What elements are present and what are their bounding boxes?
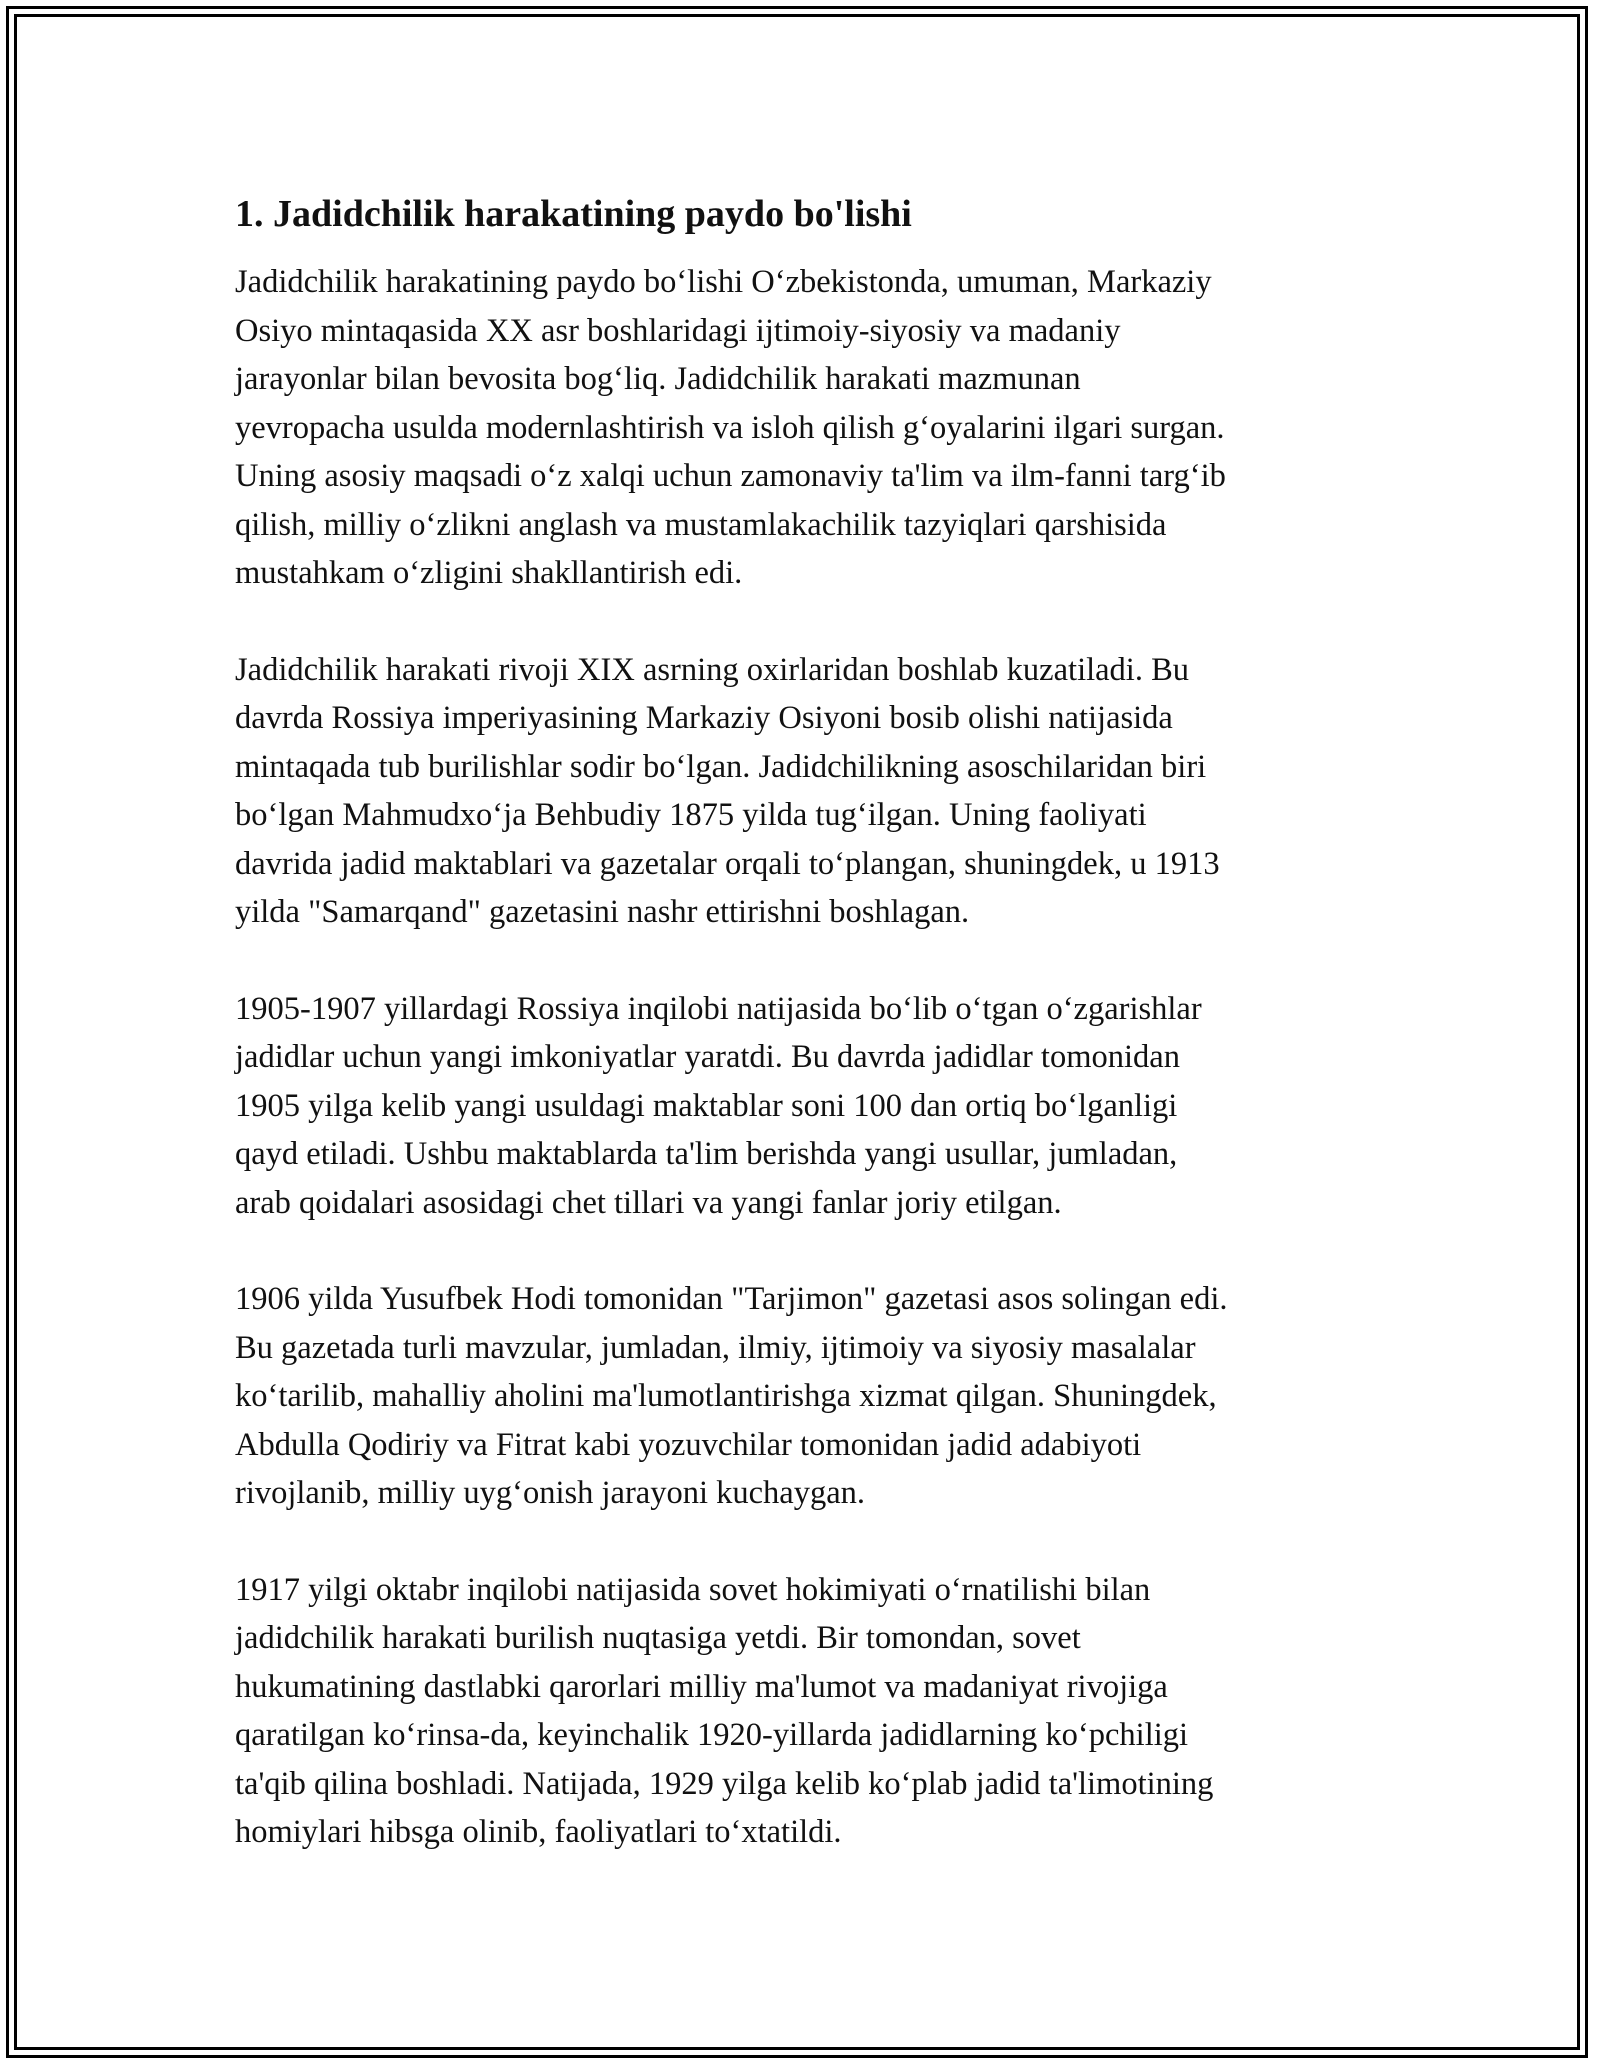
paragraph (235, 258, 1385, 598)
paragraph-line: Osiyo mintaqasida XX asr boshlaridagi ijtimoiy-siyosiy va madaniy (235, 312, 1121, 349)
paragraph-line: Abdulla Qodiriy va Fitrat kabi yozuvchilar tomonidan jadid adabiyoti (235, 1426, 1142, 1463)
document-body (235, 190, 1385, 1905)
paragraph-line: hukumatining dastlabki qarorlari milliy ma'lumot va madaniyat rivojiga (235, 1668, 1168, 1705)
paragraph-line: jadidlar uchun yangi imkoniyatlar yaratdi. Bu davrda jadidlar tomonidan (235, 1039, 1180, 1075)
paragraph-line: qayd etiladi. Ushbu maktablarda ta'lim berishda yangi usullar, jumladan, (235, 1136, 1178, 1172)
paragraph-line: homiylari hibsga olinib, faoliyatlari to‘xtatildi. (235, 1814, 842, 1850)
paragraph (235, 985, 1385, 1228)
paragraph-line: arab qoidalari asosidagi chet tillari va yangi fanlar joriy etilgan. (235, 1184, 1062, 1221)
paragraph-line: Jadidchilik harakati rivoji XIX asrning oxirlaridan boshlab kuzatiladi. Bu (235, 651, 1190, 688)
paragraph-line: mustahkam o‘zligini shakllantirish edi. (235, 555, 743, 591)
paragraph (235, 1566, 1385, 1857)
paragraph-list (235, 258, 1385, 1857)
paragraph-line: davrida jadid maktablari va gazetalar orqali to‘plangan, shuningdek, u 1913 (235, 845, 1220, 882)
paragraph (235, 646, 1385, 937)
paragraph-line: ko‘tarilib, mahalliy aholini ma'lumotlantirishga xizmat qilgan. Shuningdek, (235, 1378, 1217, 1414)
paragraph-line: yevropacha usulda modernlashtirish va isloh qilish g‘oyalarini ilgari surgan. (235, 409, 1225, 446)
paragraph-line: yilda "Samarqand" gazetasini nashr ettirishni boshlagan. (235, 894, 970, 930)
paragraph-line: jadidchilik harakati burilish nuqtasiga yetdi. Bir tomondan, sovet (235, 1620, 1081, 1656)
paragraph-line: jarayonlar bilan bevosita bog‘liq. Jadidchilik harakati mazmunan (235, 361, 1081, 397)
paragraph-line: 1905-1907 yillardagi Rossiya inqilobi natijasida bo‘lib o‘tgan o‘zgarishlar (235, 990, 1202, 1027)
paragraph-line: qaratilgan ko‘rinsa-da, keyinchalik 1920-yillarda jadidlarning ko‘pchiligi (235, 1717, 1189, 1753)
paragraph-line: rivojlanib, milliy uyg‘onish jarayoni kuchaygan. (235, 1475, 866, 1511)
paragraph-line: 1906 yilda Yusufbek Hodi tomonidan "Tarjimon" gazetasi asos solingan edi. (235, 1281, 1228, 1317)
paragraph-line: mintaqada tub burilishlar sodir bo‘lgan. Jadidchilikning asoschilaridan biri (235, 748, 1207, 785)
section-heading: 1. Jadidchilik harakatining paydo bo'lishi (235, 193, 912, 235)
paragraph-line: Bu gazetada turli mavzular, jumladan, ilmiy, ijtimoiy va siyosiy masalalar (235, 1329, 1196, 1366)
paragraph-line: Jadidchilik harakatining paydo bo‘lishi O‘zbekistonda, umuman, Markaziy (235, 264, 1212, 300)
paragraph-line: ta'qib qilina boshladi. Natijada, 1929 yilga kelib ko‘plab jadid ta'limotining (235, 1765, 1214, 1802)
paragraph-line: qilish, milliy o‘zlikni anglash va mustamlakachilik tazyiqlari qarshisida (235, 506, 1167, 543)
paragraph-line: Uning asosiy maqsadi o‘z xalqi uchun zamonaviy ta'lim va ilm-fanni targ‘ib (235, 458, 1226, 494)
paragraph-line: 1905 yilga kelib yangi usuldagi maktablar soni 100 dan ortiq bo‘lganligi (235, 1087, 1178, 1124)
paragraph (235, 1275, 1385, 1518)
paragraph-line: bo‘lgan Mahmudxo‘ja Behbudiy 1875 yilda tug‘ilgan. Uning faoliyati (235, 797, 1147, 833)
paragraph-line: davrda Rossiya imperiyasining Markaziy Osiyoni bosib olishi natijasida (235, 700, 1173, 736)
paragraph-line: 1917 yilgi oktabr inqilobi natijasida sovet hokimiyati o‘rnatilishi bilan (235, 1571, 1151, 1608)
